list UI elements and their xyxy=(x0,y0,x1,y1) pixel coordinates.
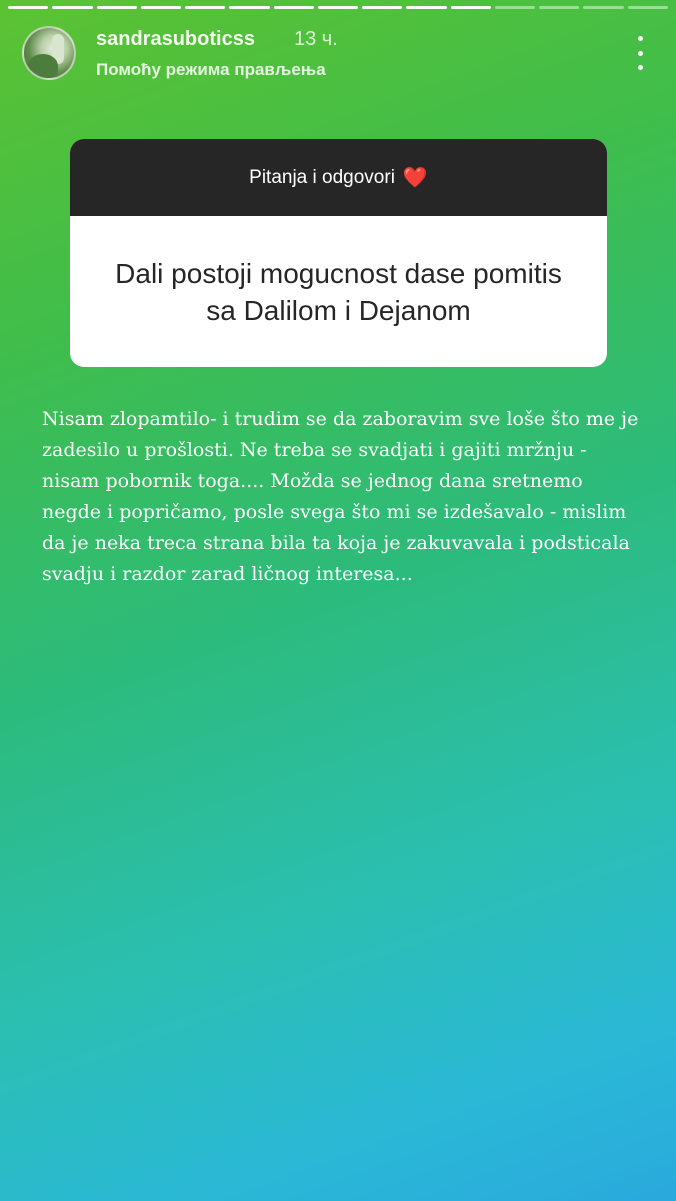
timestamp: 13 ч. xyxy=(294,28,338,50)
question-text: Dali postoji mogucnost dase pomitis sa Dalilom i Dejanom xyxy=(115,257,562,326)
progress-segment xyxy=(8,6,48,9)
more-vertical-icon[interactable] xyxy=(630,36,650,70)
username[interactable]: sandrasuboticss xyxy=(96,28,255,50)
story-progress-bar xyxy=(8,6,668,9)
progress-segment xyxy=(141,6,181,9)
progress-segment xyxy=(229,6,269,9)
progress-segment xyxy=(362,6,402,9)
question-sticker-header xyxy=(70,139,607,216)
progress-segment xyxy=(318,6,358,9)
question-sticker-title: Pitanja i odgovori xyxy=(249,166,395,188)
created-with-label[interactable]: Помоћу режима прављења xyxy=(96,60,326,79)
progress-segment xyxy=(628,6,668,9)
progress-segment xyxy=(52,6,92,9)
heart-icon: ❤️ xyxy=(402,167,428,189)
answer-text: Nisam zlopamtilo- i trudim se da zaboravim sve loše što me je zadesilo u prošlosti. Ne treba se svadjati i gajiti mržnju - nisam pobornik toga.... Možda se jednog dana sretnemo negde i popričamo, posle svega što mi se izdešavalo - mislim da je neka treca strana bila ta koja je zakuvavala i podsticala svadju i razdor zarad ličnog interesa... xyxy=(42,408,639,585)
progress-segment xyxy=(495,6,535,9)
progress-segment xyxy=(185,6,225,9)
progress-segment xyxy=(539,6,579,9)
avatar[interactable] xyxy=(22,26,76,80)
story-header xyxy=(22,26,654,84)
question-sticker xyxy=(70,139,607,367)
progress-segment xyxy=(406,6,446,9)
progress-segment xyxy=(97,6,137,9)
progress-segment xyxy=(583,6,623,9)
progress-segment xyxy=(274,6,314,9)
progress-segment xyxy=(451,6,491,9)
